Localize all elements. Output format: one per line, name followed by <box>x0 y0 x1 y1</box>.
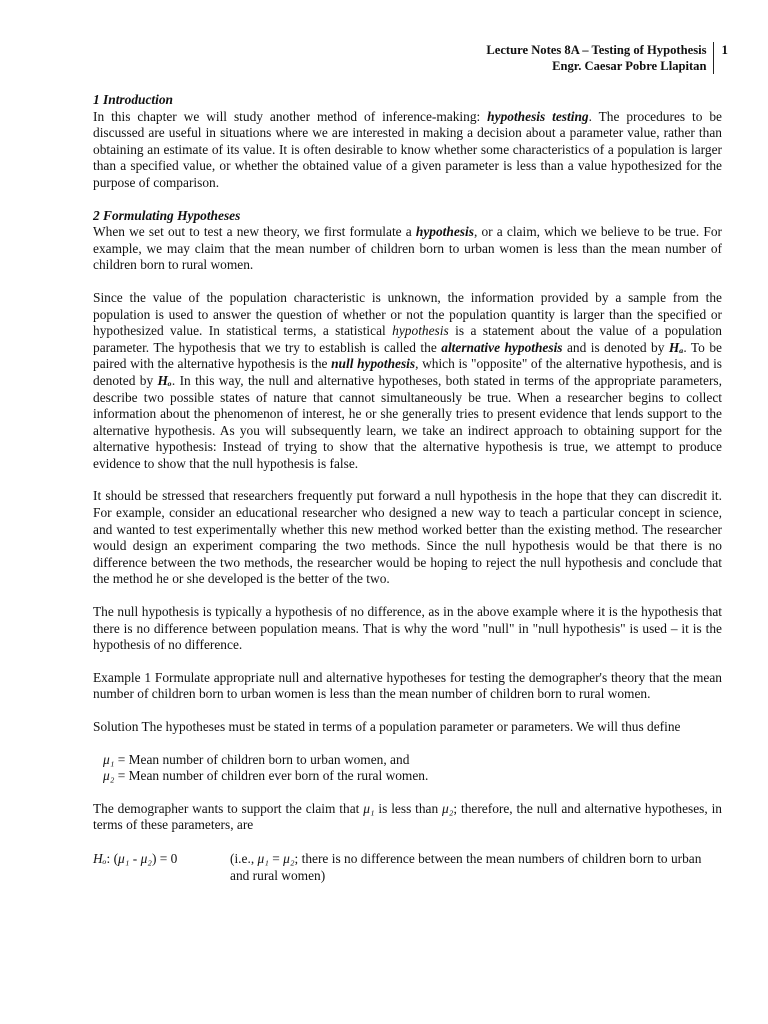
page-header <box>486 42 728 74</box>
section-2-paragraph-2: Since the value of the population characteristic is unknown, the information provided by a sample from the population is used to answer the question of whether or not the population quantity is larger than the specified or hypothesized value. In statistical terms, a statistical hypothesis is a statement about the value of a population parameter. The hypothesis that we try to establish is called the alternative hypothesis and is denoted by Hₐ. To be paired with the alternative hypothesis is the null hypothesis, which is "opposite" of the alternative hypothesis, and is denoted by Hₒ. In this way, the null and alternative hypotheses, both stated in terms of the appropriate parameters, describe two possible states of nature that cannot simultaneously be true. When a researcher begins to collect information about the phenomenon of interest, he or she generally tries to present evidence that lends support to the alternative hypothesis. As you will subsequently learn, we take an indirect approach to obtaining support for the alternative hypothesis: Instead of trying to show that the alternative hypothesis is true, we attempt to produce evidence to show that the null hypothesis is false. <box>93 289 722 471</box>
claim-paragraph: The demographer wants to support the claim that μ₁ is less than μ₂; therefore, the null and alternative hypotheses, in terms of these parameters, are <box>93 800 722 833</box>
section-1-heading: 1 Introduction <box>93 92 173 107</box>
page-number: 1 <box>721 42 728 57</box>
header-text <box>486 42 713 74</box>
null-hypothesis-row <box>93 851 722 884</box>
document-body <box>93 92 722 884</box>
section-2-paragraph-3: It should be stressed that researchers frequently put forward a null hypothesis in the hope that they can discredit it. For example, consider an educational researcher who designed a new way to teach a particular concept in science, and wanted to test experimentally whether this new method worked better than the existing method. The researcher would design an experiment comparing the two methods. Since the null hypothesis would be that there is no difference between the two methods, the researcher would be hoping to reject the null hypothesis and conclude that the method he or she developed is the better of the two. <box>93 488 722 587</box>
section-2-paragraph-4: The null hypothesis is typically a hypothesis of no difference, as in the above example where it is the hypothesis that there is no difference between population means. That is why the word "null" in "null hypothesis" is used – it is the hypothesis of no difference. <box>93 604 722 653</box>
solution-text: Solution The hypotheses must be stated in terms of a population parameter or parameters. We will thus define <box>93 719 681 734</box>
section-1-paragraph: In this chapter we will study another method of inference-making: hypothesis testing. The procedures to be discussed are useful in situations where we are interested in making a decision about a parameter value, rather than obtaining an estimate of its value. It is often desirable to know whether some characteristics of a population is larger than a specified value, or whether the obtained value of a given parameter is less than a value hypothesized for the purpose of comparison. <box>93 108 722 190</box>
null-hypothesis-note: (i.e., μ₁ = μ₂; there is no difference between the mean numbers of children born to urban and rural women) <box>230 850 702 883</box>
null-hypothesis-equation: Hₒ: (μ₁ - μ₂) = 0 <box>93 850 178 866</box>
example-1: Example 1 Formulate appropriate null and alternative hypotheses for testing the demographer's theory that the mean number of children born to urban women is less than the mean number of children born to rural women. <box>93 669 722 702</box>
definition-mu1: μ₁ = Mean number of children born to urban women, and <box>103 751 410 767</box>
section-2-paragraph-1: When we set out to test a new theory, we first formulate a hypothesis, or a claim, which we believe to be true. For example, we may claim that the mean number of children born to urban women is less than the mean number of children born to rural women. <box>93 224 722 273</box>
section-2-heading: 2 Formulating Hypotheses <box>93 207 241 223</box>
header-author: Engr. Caesar Pobre Llapitan <box>552 59 707 73</box>
definition-mu2: μ₂ = Mean number of children ever born of the rural women. <box>103 768 429 784</box>
header-title: Lecture Notes 8A – Testing of Hypothesis <box>486 43 707 57</box>
